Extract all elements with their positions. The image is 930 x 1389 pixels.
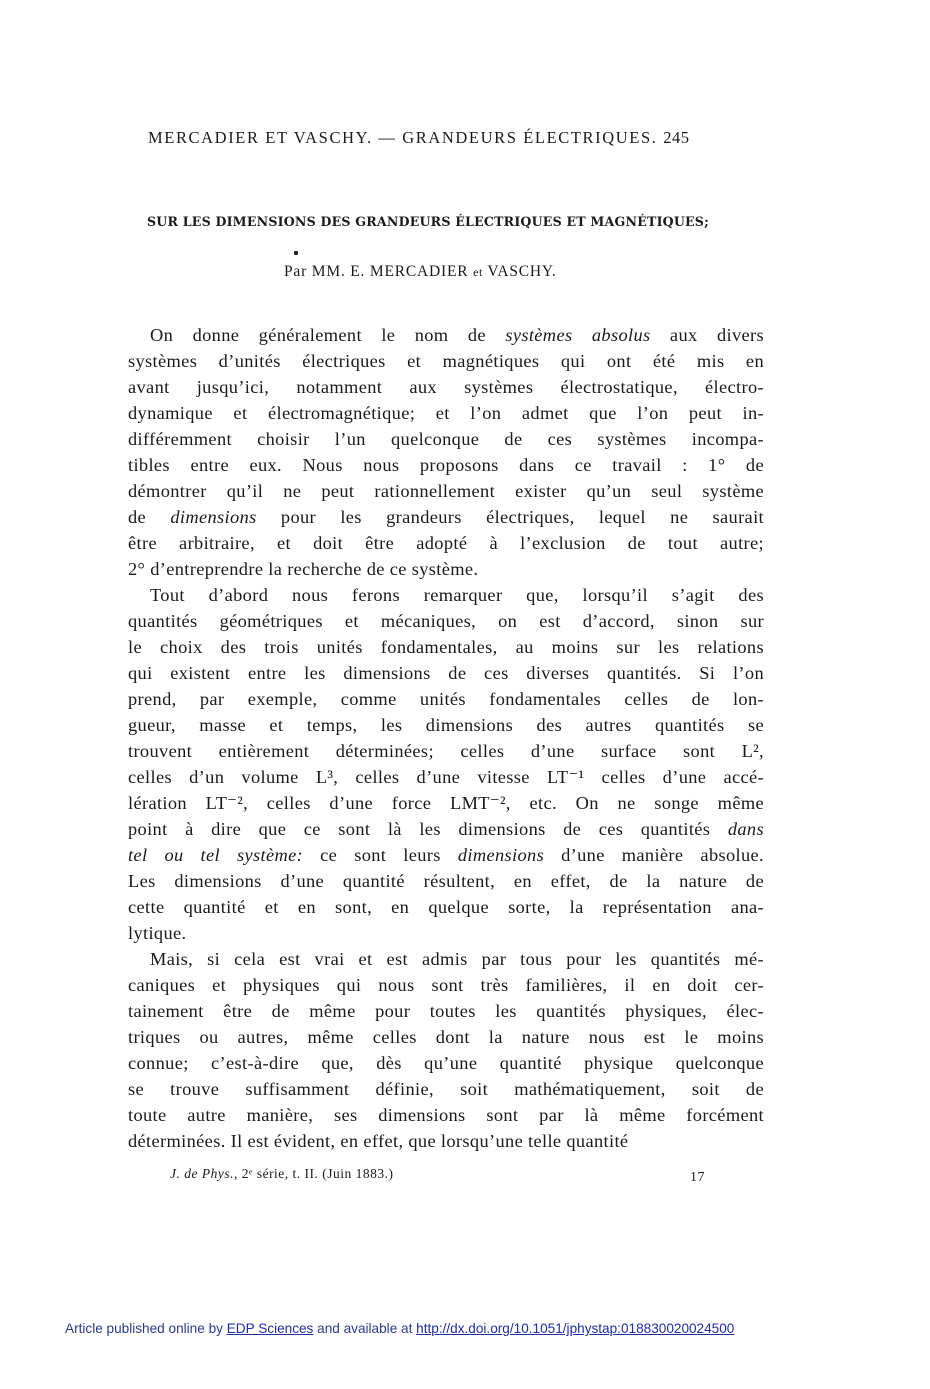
text-segment: différemment choisir l’un quelconque de ces systèmes incompa- xyxy=(128,429,764,449)
italic-text: dimensions xyxy=(457,845,545,865)
byline-et: et xyxy=(473,265,483,279)
text-line xyxy=(128,738,764,764)
text-segment: toute autre manière, ses dimensions sont par là même forcément xyxy=(128,1105,764,1125)
byline-names-1: MM. E. MERCADIER xyxy=(311,263,469,280)
italic-text: systèmes absolus xyxy=(505,325,651,345)
text-line xyxy=(128,998,764,1024)
text-line xyxy=(128,426,764,452)
text-line xyxy=(128,504,764,530)
journal-name: J. de Phys., xyxy=(170,1166,238,1181)
byline-names-2: VASCHY. xyxy=(487,263,557,280)
text-segment: lération LT⁻², celles d’une force LMT⁻², etc. On ne songe même xyxy=(128,793,764,813)
running-head xyxy=(148,128,788,148)
text-line xyxy=(128,1024,764,1050)
text-segment: se trouve suffisamment définie, soit mathématiquement, soit de xyxy=(128,1079,764,1099)
text-segment: quantités géométriques et mécaniques, on est d’accord, sinon sur xyxy=(128,611,764,631)
byline xyxy=(284,263,557,281)
text-segment: pour les grandeurs électriques, lequel ne saurait xyxy=(256,507,764,527)
text-segment: Les dimensions d’une quantité résultent, en effet, de la nature de xyxy=(128,871,764,891)
article-body xyxy=(128,322,764,1154)
text-segment: tainement être de même pour toutes les quantités physiques, élec- xyxy=(128,1001,764,1021)
text-segment: celles d’un volume L³, celles d’une vitesse LT⁻¹ celles d’une accé- xyxy=(128,767,764,787)
text-segment: Mais, si cela est vrai et est admis par tous pour les quantités mé- xyxy=(150,949,764,969)
text-line xyxy=(128,400,764,426)
italic-text: tel ou tel système: xyxy=(128,845,304,865)
text-segment: trouvent entièrement déterminées; celles d’une surface sont L², xyxy=(128,741,764,761)
publication-footer xyxy=(65,1321,865,1336)
text-line xyxy=(128,868,764,894)
text-segment: de xyxy=(128,507,171,527)
text-line xyxy=(128,478,764,504)
text-line xyxy=(128,582,764,608)
text-line xyxy=(128,842,764,868)
italic-text: dans xyxy=(727,819,764,839)
text-line xyxy=(128,712,764,738)
footer-prefix: Article published online by xyxy=(65,1321,227,1336)
text-line xyxy=(128,686,764,712)
text-line xyxy=(128,764,764,790)
text-segment: tibles entre eux. Nous nous proposons dans ce travail : 1° de xyxy=(128,455,764,475)
text-segment: qui existent entre les dimensions de ces diverses quantités. Si l’on xyxy=(128,663,764,683)
text-line xyxy=(128,894,764,920)
text-segment: connue; c’est-à-dire que, dès qu’une quantité physique quelconque xyxy=(128,1053,764,1073)
text-line xyxy=(128,972,764,998)
paragraph-2 xyxy=(128,582,764,946)
text-segment: systèmes d’unités électriques et magnétiques qui ont été mis en xyxy=(128,351,764,371)
text-segment: prend, par exemple, comme unités fondamentales celles de lon- xyxy=(128,689,764,709)
text-line xyxy=(128,1102,764,1128)
text-line xyxy=(128,1076,764,1102)
text-line xyxy=(128,920,764,946)
text-line xyxy=(128,608,764,634)
text-line xyxy=(128,452,764,478)
footer-middle: and available at xyxy=(313,1321,417,1336)
text-segment: déterminées. Il est évident, en effet, que lorsqu’une telle quantité xyxy=(128,1131,629,1151)
text-segment: caniques et physiques qui nous sont très familières, il en doit cer- xyxy=(128,975,764,995)
text-line xyxy=(128,790,764,816)
signature-mark: 17 xyxy=(690,1170,705,1185)
text-segment: cette quantité et en sont, en quelque sorte, la représentation ana- xyxy=(128,897,764,917)
text-line xyxy=(128,556,764,582)
text-segment: dynamique et électromagnétique; et l’on admet que l’on peut in- xyxy=(128,403,764,423)
text-line xyxy=(128,1050,764,1076)
text-segment: On donne généralement le nom de xyxy=(150,325,506,345)
text-segment: ce sont leurs xyxy=(303,845,458,865)
paragraph-1 xyxy=(128,322,764,582)
journal-reference xyxy=(170,1166,470,1182)
text-segment: Tout d’abord nous ferons remarquer que, lorsqu’il s’agit des xyxy=(150,585,764,605)
doi-link[interactable]: http://dx.doi.org/10.1051/jphystap:018830020024500 xyxy=(416,1321,735,1336)
text-segment: triques ou autres, même celles dont la nature nous est le moins xyxy=(128,1027,764,1047)
text-line xyxy=(128,530,764,556)
text-line xyxy=(128,1128,764,1154)
page-number: 245 xyxy=(663,128,690,147)
byline-prefix: Par xyxy=(284,263,308,280)
text-segment: démontrer qu’il ne peut rationnellement exister qu’un seul système xyxy=(128,481,764,501)
text-segment: aux divers xyxy=(650,325,764,345)
text-line xyxy=(128,660,764,686)
text-segment: point à dire que ce sont là les dimensions de ces quantités xyxy=(128,819,728,839)
text-line xyxy=(128,374,764,400)
running-head-text: MERCADIER ET VASCHY. — GRANDEURS ÉLECTRIQUES. xyxy=(148,128,658,147)
italic-text: dimensions xyxy=(170,507,257,527)
ornament-dot xyxy=(294,251,298,255)
text-line xyxy=(128,634,764,660)
paragraph-3 xyxy=(128,946,764,1154)
text-line xyxy=(128,816,764,842)
text-segment: d’une manière absolue. xyxy=(544,845,765,865)
text-line xyxy=(128,946,764,972)
text-segment: être arbitraire, et doit être adopté à l’exclusion de tout autre; xyxy=(128,533,764,553)
text-segment: lytique. xyxy=(128,923,187,943)
journal-details: 2ᵉ série, t. II. (Juin 1883.) xyxy=(237,1166,394,1181)
publisher-link[interactable]: EDP Sciences xyxy=(226,1321,314,1336)
text-segment: avant jusqu’ici, notamment aux systèmes électrostatique, électro- xyxy=(128,377,764,397)
article-title: SUR LES DIMENSIONS DES GRANDEURS ÉLECTRIQUES ET MAGNÉTIQUES; xyxy=(147,214,709,229)
text-segment: 2° d’entreprendre la recherche de ce système. xyxy=(128,559,479,579)
text-segment: gueur, masse et temps, les dimensions des autres quantités se xyxy=(128,715,764,735)
text-segment: le choix des trois unités fondamentales, au moins sur les relations xyxy=(128,637,764,657)
text-line xyxy=(128,322,764,348)
text-line xyxy=(128,348,764,374)
